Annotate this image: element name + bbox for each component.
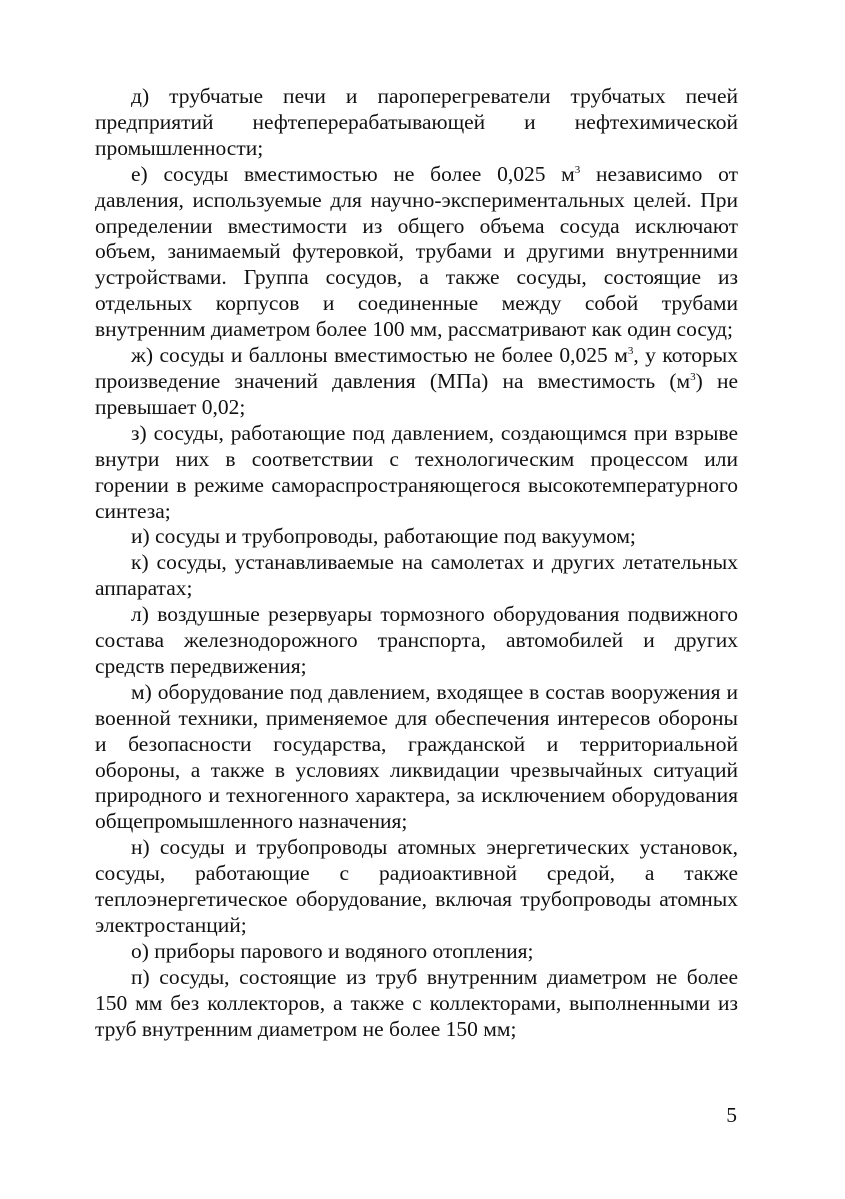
list-item-n: [95, 835, 738, 939]
item-text: сосуды вместимостью не более 0,025 м: [163, 161, 575, 186]
item-text-mid: , у которых произведение значений давления (МПа) на вместимость (м: [95, 343, 738, 393]
item-letter: м): [131, 679, 152, 704]
item-letter: и): [131, 524, 150, 549]
item-text: сосуды, устанавливаемые на самолетах и других летательных аппаратах;: [95, 550, 739, 601]
item-letter: ж): [131, 343, 154, 368]
item-text: сосуды и баллоны вместимостью не более 0,025 м: [159, 343, 628, 368]
list-item-d: [95, 84, 738, 162]
list-item-l: [95, 602, 738, 680]
item-text-cont: независимо от давления, используемые для научно-экспериментальных целей. При определении вместимости из общего объема сосуда исключают объем, занимаемый футеровкой, трубами и другими внутренними устройствами. Группа сосудов, а также сосуды, состоящие из отдельных корпусов и соединенные между собой трубами внутренним диаметром более 100 мм, рассматривают как один сосуд;: [95, 161, 738, 342]
item-letter: к): [131, 550, 149, 575]
list-item-i: [95, 524, 738, 550]
item-text: приборы парового и водяного отопления;: [154, 938, 534, 963]
item-letter: з): [131, 420, 147, 445]
item-letter: п): [131, 964, 150, 989]
page-number: 5: [726, 1103, 737, 1127]
list-item-o: [95, 939, 738, 965]
list-item-zh: [95, 343, 738, 421]
item-text: воздушные резервуары тормозного оборудования подвижного состава железнодорожного транспорта, автомобилей и других средств передвижения;: [95, 602, 738, 678]
superscript: 3: [627, 345, 634, 358]
item-text: оборудование под давлением, входящее в состав вооружения и военной техники, применяемое для обеспечения интересов обороны и безопасности государства, гражданской и территориальной обороны, а также в условиях ликвидации чрезвычайных ситуаций природного и техногенного характера, за исключением оборудования общепромышленного назначения;: [95, 679, 738, 834]
item-letter: д): [131, 84, 150, 108]
list-item-m: [95, 680, 738, 835]
list-item-z: [95, 421, 738, 525]
item-text: сосуды и трубопроводы атомных энергетических установок, сосуды, работающие с радиоактивной средой, а также теплоэнергетическое оборудование, включая трубопроводы атомных электростанций;: [95, 835, 738, 937]
item-text: сосуды, состоящие из труб внутренним диаметром не более 150 мм без коллекторов, а также с коллекторами, выполненными из труб внутренним диаметром не более 150 мм;: [95, 964, 738, 1041]
item-text-cont: ) не превышает 0,02;: [95, 368, 738, 419]
item-letter: н): [131, 835, 150, 860]
item-letter: л): [131, 602, 149, 627]
list-item-p: [95, 965, 738, 1043]
superscript: 3: [690, 370, 696, 383]
item-text: сосуды, работающие под давлением, создающимся при взрыве внутри них в соответствии с технологическим процессом или горении в режиме самораспространяющегося высокотемпературного синтеза;: [95, 420, 739, 523]
list-item-k: [95, 550, 738, 602]
item-text: трубчатые печи и пароперегреватели трубчатых печей предприятий нефтеперерабатывающей и нефтехимической промышленности;: [95, 84, 738, 160]
superscript: 3: [574, 163, 581, 176]
document-body: [95, 84, 738, 1043]
item-letter: е): [131, 161, 148, 186]
list-item-e: [95, 162, 738, 343]
item-letter: о): [131, 938, 149, 963]
item-text: сосуды и трубопроводы, работающие под вакуумом;: [155, 524, 636, 549]
